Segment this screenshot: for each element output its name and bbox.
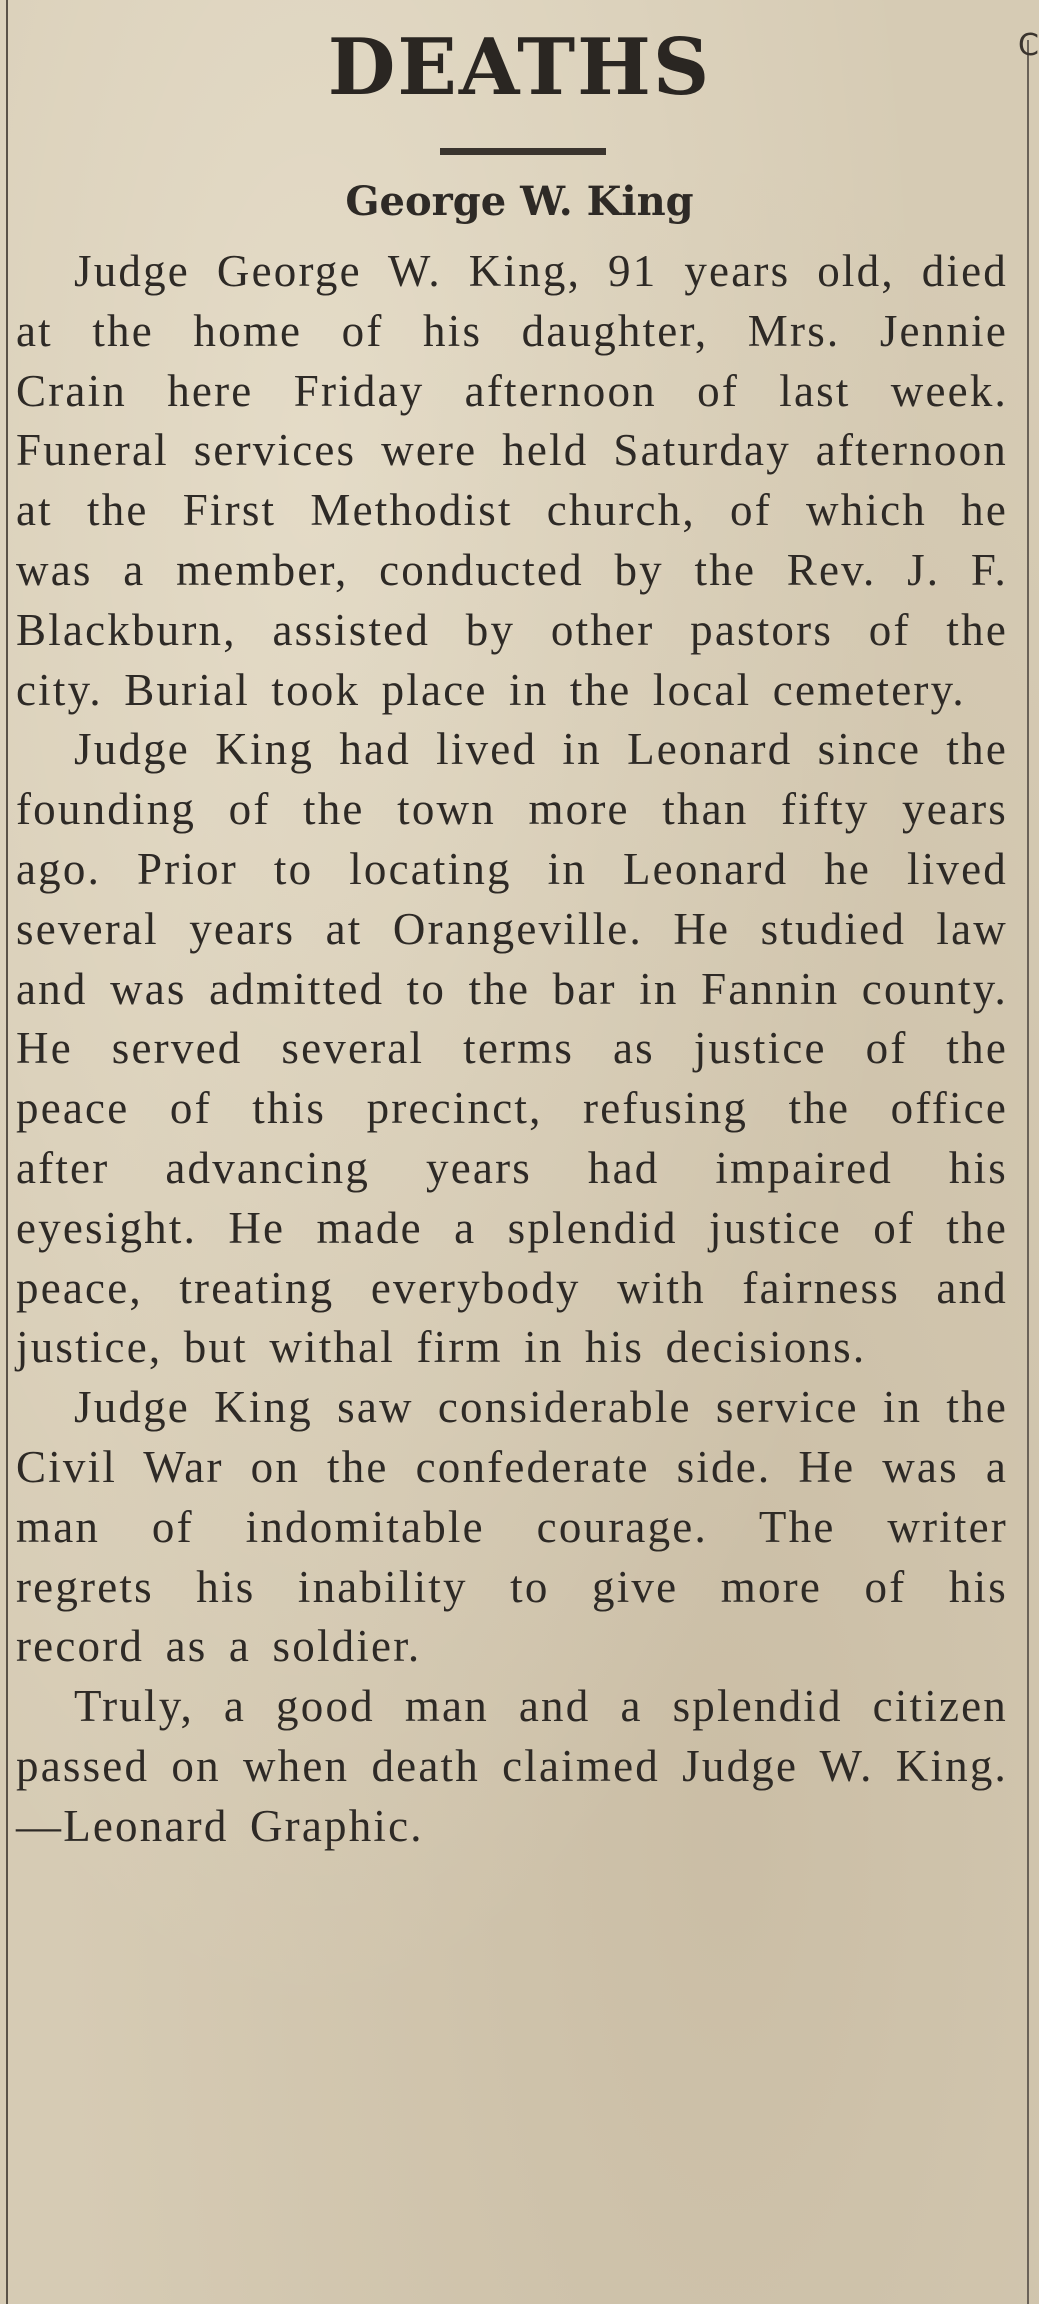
section-headline: DEATHS: [327, 22, 712, 113]
obituary-paragraph: Judge King had lived in Leonard since the founding of the town more than fifty years ago. Prior to locating in Leonard he lived several years at Orangeville. He studied law and was admitted to the bar in Fannin county. He served several terms as justice of the peace of this precinct, refusing the office after advancing years had impaired his eyesight. He made a splendid justice of the peace, treating everybody with fairness and justice, but withal firm in his decisions.: [16, 724, 1008, 1373]
corner-mark: C: [1018, 28, 1039, 63]
right-column-rule: [1027, 40, 1029, 2304]
obituary-paragraph: Truly, a good man and a splendid citizen passed on when death claimed Judge W. King.—Leonard Graphic.: [16, 1681, 1008, 1851]
obituary-paragraph: Judge George W. King, 91 years old, died at the home of his daughter, Mrs. Jennie Crain here Friday afternoon of last week. Funeral services were held Saturday afternoon at the First Methodist church, of which he was a member, conducted by the Rev. J. F. Blackburn, assisted by other pastors of the city. Burial took place in the local cemetery.: [16, 246, 1008, 715]
left-column-rule: [6, 0, 8, 2304]
obituary-body: [16, 242, 1008, 1857]
obituary-name: George W. King: [345, 178, 694, 225]
headline-divider: [440, 148, 606, 155]
obituary-paragraph: Judge King saw considerable service in the Civil War on the confederate side. He was a man of indomitable courage. The writer regrets his inability to give more of his record as a soldier.: [16, 1382, 1008, 1672]
